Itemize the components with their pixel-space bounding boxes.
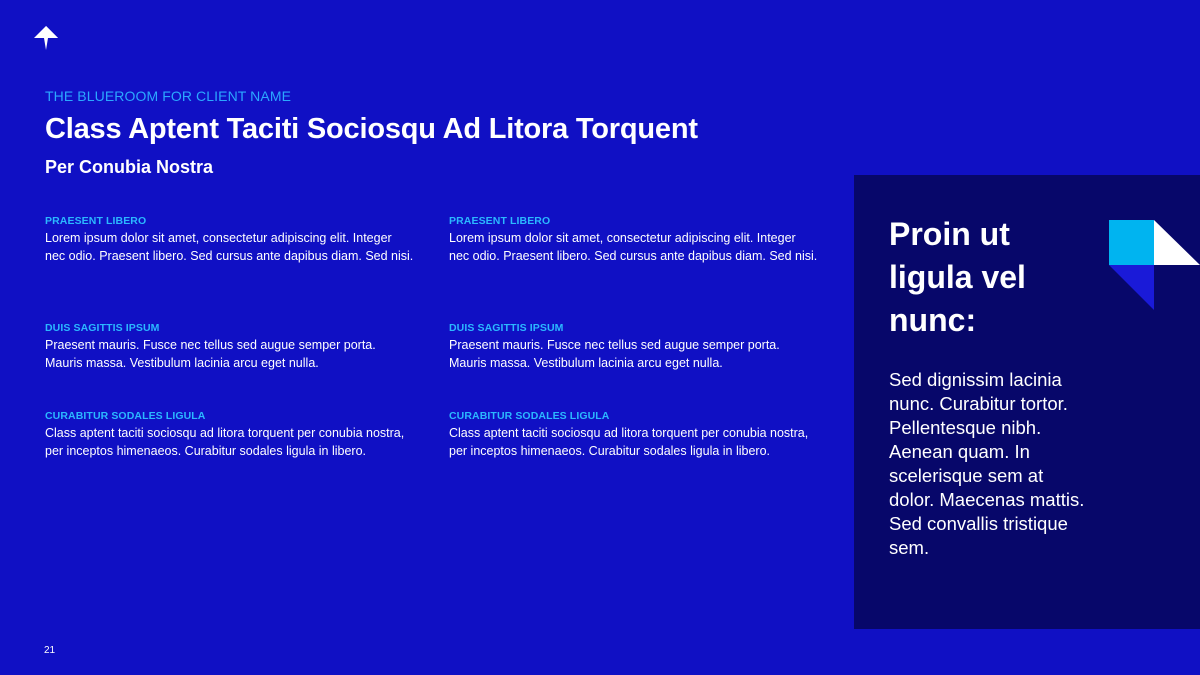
text-section — [45, 410, 415, 460]
text-section — [45, 322, 415, 372]
section-body: Lorem ipsum dolor sit amet, consectetur adipiscing elit. Integer nec odio. Praesent libero. Sed cursus ante dapibus diam. Sed nisi. — [449, 231, 818, 263]
section-heading: DUIS SAGITTIS IPSUM — [449, 322, 564, 334]
section-body: Lorem ipsum dolor sit amet, consectetur adipiscing elit. Integer nec odio. Praesent libero. Sed cursus ante dapibus diam. Sed nisi. — [45, 231, 414, 263]
callout-panel — [854, 175, 1200, 629]
section-body: Class aptent taciti sociosqu ad litora torquent per conubia nostra, per inceptos himenaeos. Curabitur sodales ligula in libero. — [449, 426, 809, 458]
text-section — [449, 322, 819, 372]
section-heading: CURABITUR SODALES LIGULA — [45, 410, 206, 422]
section-heading: PRAESENT LIBERO — [45, 215, 147, 227]
callout-heading: Proin ut ligula vel nunc: — [889, 216, 1026, 338]
eyebrow-label: THE BLUEROOM FOR CLIENT NAME — [45, 88, 292, 104]
arrow-logo-icon — [32, 24, 60, 52]
section-body: Praesent mauris. Fusce nec tellus sed augue semper porta. Mauris massa. Vestibulum lacinia arcu eget nulla. — [45, 338, 376, 370]
section-heading: PRAESENT LIBERO — [449, 215, 551, 227]
section-body: Class aptent taciti sociosqu ad litora torquent per conubia nostra, per inceptos himenaeos. Curabitur sodales ligula in libero. — [45, 426, 405, 458]
page-title: Class Aptent Taciti Sociosqu Ad Litora Torquent — [45, 113, 698, 145]
callout-body: Sed dignissim lacinia nunc. Curabitur tortor. Pellentesque nibh. Aenean quam. In scelerisque sem at dolor. Maecenas mattis. Sed convallis tristique sem. — [889, 369, 1085, 558]
text-section — [45, 215, 415, 265]
section-heading: CURABITUR SODALES LIGULA — [449, 410, 610, 422]
text-section — [449, 410, 819, 460]
geometric-shapes-icon — [1109, 220, 1200, 310]
section-body: Praesent mauris. Fusce nec tellus sed augue semper porta. Mauris massa. Vestibulum lacinia arcu eget nulla. — [449, 338, 780, 370]
section-heading: DUIS SAGITTIS IPSUM — [45, 322, 160, 334]
page-subtitle: Per Conubia Nostra — [45, 157, 214, 177]
page-number: 21 — [44, 645, 56, 656]
text-section — [449, 215, 819, 265]
